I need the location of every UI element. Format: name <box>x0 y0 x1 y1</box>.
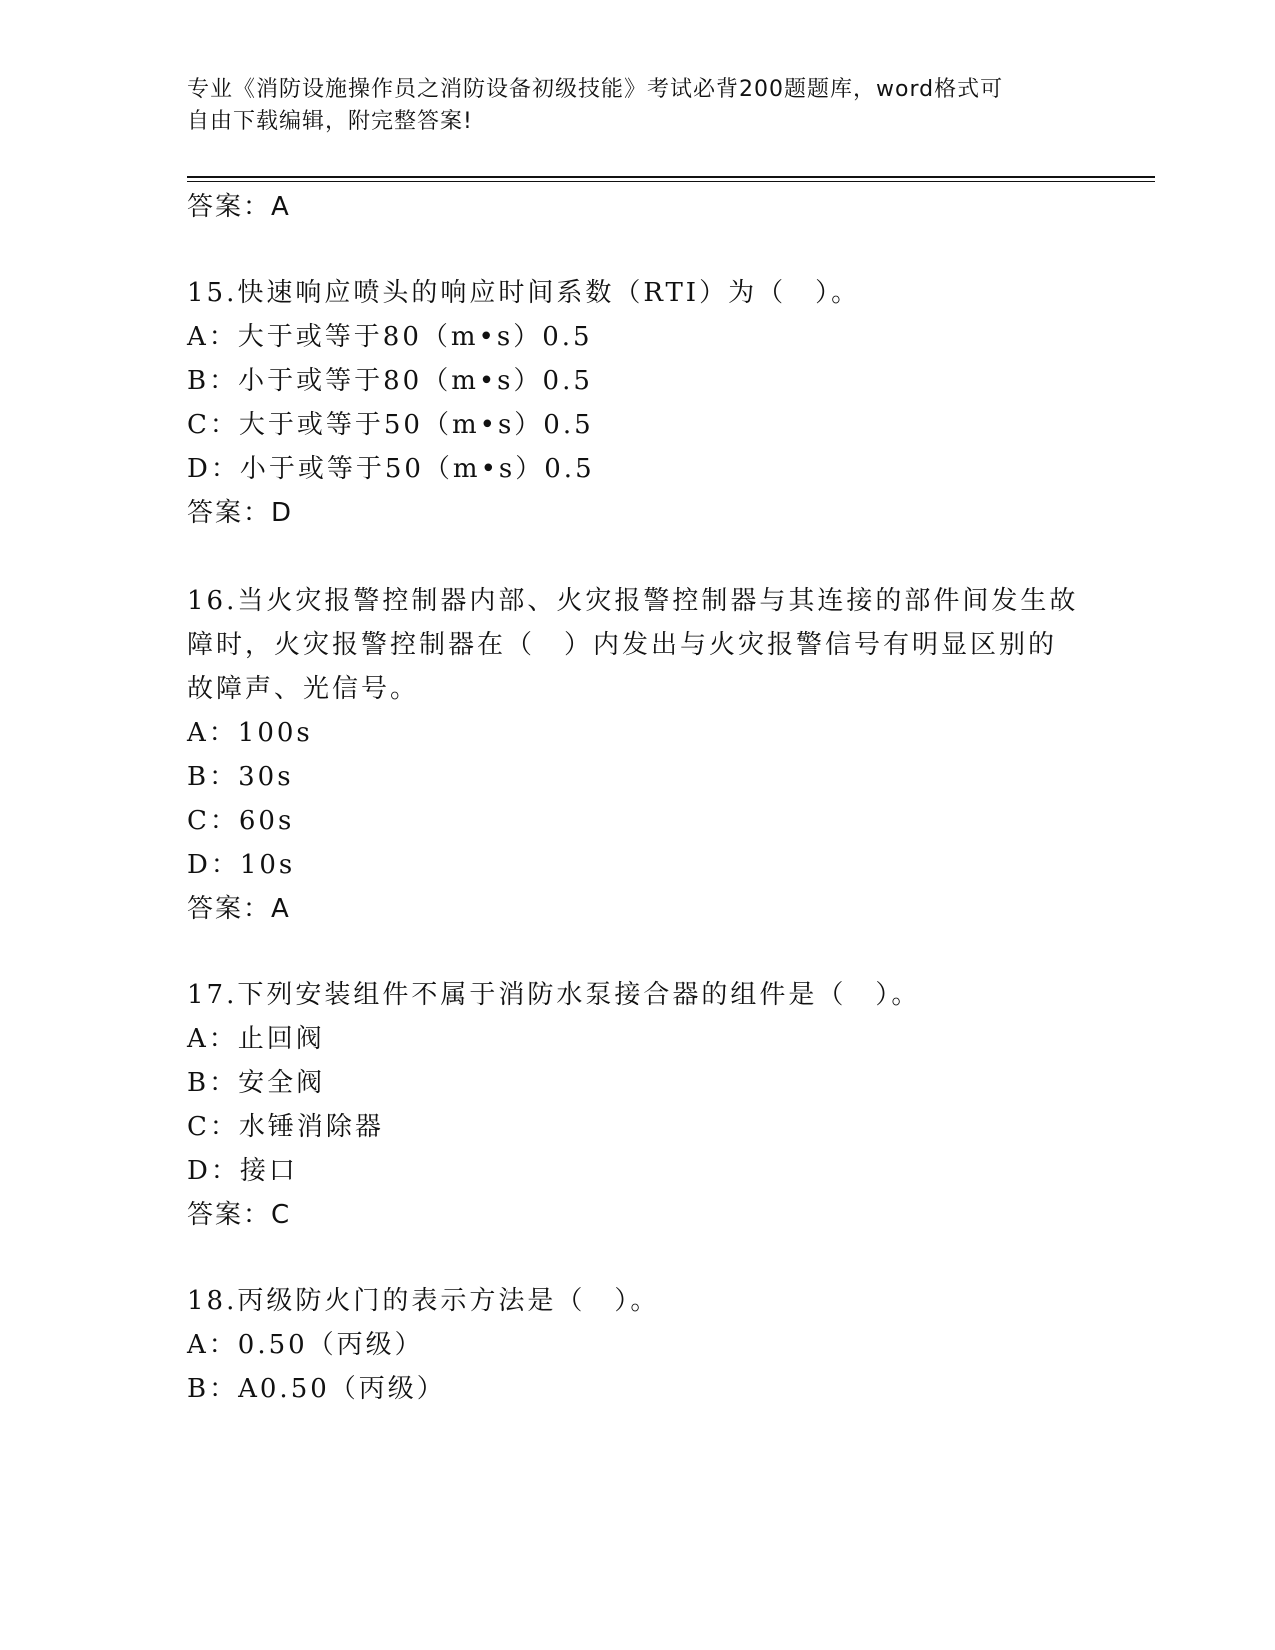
question-16-option-d: D：10s <box>187 850 296 880</box>
question-18-option-b: B：A0.50（丙级） <box>187 1374 446 1404</box>
header-divider-thick <box>187 176 1155 178</box>
header-line-2: 自由下载编辑，附完整答案! <box>187 109 473 134</box>
previous-question-answer: 答案：A <box>187 192 291 222</box>
question-15-option-d: D：小于或等于50（m•s）0.5 <box>187 454 595 484</box>
question-15-option-a: A：大于或等于80（m•s）0.5 <box>187 322 593 352</box>
question-16-option-a: A：100s <box>187 718 313 748</box>
question-17-option-b: B：安全阀 <box>187 1068 326 1098</box>
question-16-stem-line-2: 障时，火灾报警控制器在（ ）内发出与火灾报警信号有明显区别的 <box>187 630 1058 660</box>
question-17-option-c: C：水锤消除器 <box>187 1112 384 1142</box>
question-16-stem-line-3: 故障声、光信号。 <box>187 674 420 704</box>
document-header <box>187 74 1067 138</box>
question-17-stem: 17.下列安装组件不属于消防水泵接合器的组件是（ ）。 <box>187 980 921 1010</box>
header-line-1: 专业《消防设施操作员之消防设备初级技能》考试必背200题题库，word格式可 <box>187 77 1004 102</box>
question-15-stem: 15.快速响应喷头的响应时间系数（RTI）为（ ）。 <box>187 278 861 308</box>
question-17-answer: 答案：C <box>187 1200 292 1230</box>
question-18-option-a: A：0.50（丙级） <box>187 1330 424 1360</box>
question-15-answer: 答案：D <box>187 498 294 528</box>
question-15-option-b: B：小于或等于80（m•s）0.5 <box>187 366 593 396</box>
question-17-option-d: D：接口 <box>187 1156 298 1186</box>
question-16-answer: 答案：A <box>187 894 291 924</box>
question-15-option-c: C：大于或等于50（m•s）0.5 <box>187 410 594 440</box>
question-17-option-a: A：止回阀 <box>187 1024 325 1054</box>
question-16-option-c: C：60s <box>187 806 295 836</box>
question-16-stem-line-1: 16.当火灾报警控制器内部、火灾报警控制器与其连接的部件间发生故 <box>187 586 1079 616</box>
question-16-option-b: B：30s <box>187 762 294 792</box>
header-divider-thin <box>187 181 1155 182</box>
question-18-stem: 18.丙级防火门的表示方法是（ ）。 <box>187 1286 660 1316</box>
